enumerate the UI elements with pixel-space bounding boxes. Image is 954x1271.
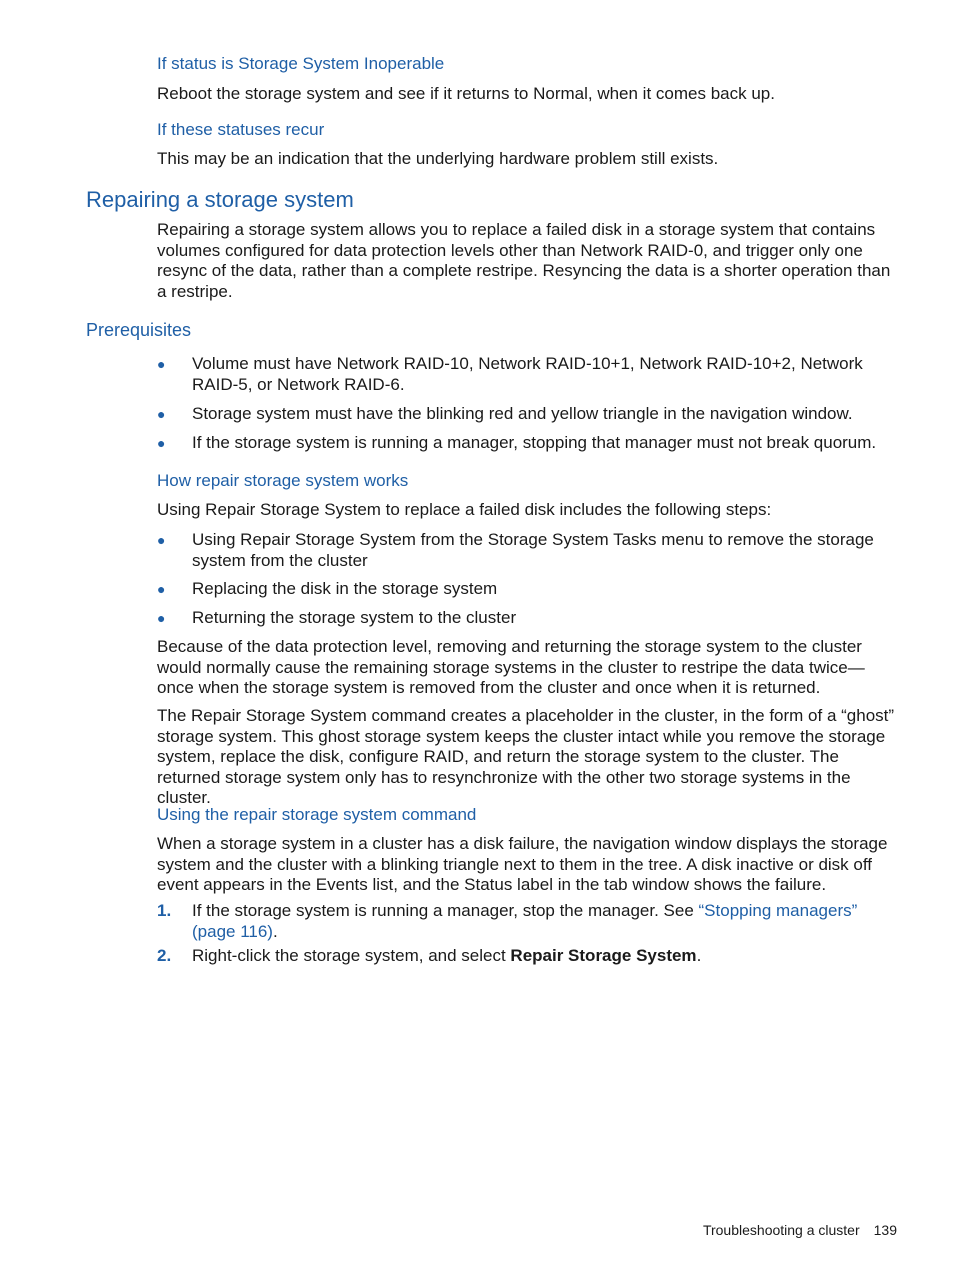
heading-using-repair-command: Using the repair storage system command xyxy=(157,805,477,824)
list-item-text: Storage system must have the blinking red and yellow triangle in the navigation window. xyxy=(192,404,853,423)
paragraph-steps-intro: Using Repair Storage System to replace a failed disk includes the following steps: xyxy=(157,500,772,519)
bullet-icon: ● xyxy=(157,610,166,626)
heading-how-repair-works: How repair storage system works xyxy=(157,471,409,490)
paragraph-disk-failure: When a storage system in a cluster has a disk failure, the navigation window displays the storage system and the cluster with a blinking triangle next to them in the tree. A disk inactive or disk off event appears in the Events list, and the Status label in the tab window shows the failure. xyxy=(157,834,888,894)
paragraph-reboot: Reboot the storage system and see if it returns to Normal, when it comes back up. xyxy=(157,84,775,103)
footer-section-title: Troubleshooting a cluster xyxy=(702,1222,860,1238)
bullet-icon: ● xyxy=(157,581,166,597)
step-number: 2. xyxy=(157,946,172,965)
bullet-icon: ● xyxy=(157,356,166,372)
list-item-text: Using Repair Storage System from the Storage System Tasks menu to remove the storage system from the cluster xyxy=(192,530,874,570)
paragraph-repairing: Repairing a storage system allows you to replace a failed disk in a storage system that contains volumes configured for data protection levels other than Network RAID-0, and trigger only one resync of the data, rather than a complete restripe. Resyncing the data is a shorter operation than a restripe. xyxy=(157,220,891,301)
bullet-icon: ● xyxy=(157,406,166,422)
list-item-text: Replacing the disk in the storage system xyxy=(192,579,498,598)
heading-status-inoperable: If status is Storage System Inoperable xyxy=(157,54,445,73)
step-text: If the storage system is running a manager, stop the manager. See “Stopping managers” (page 116). xyxy=(192,901,858,941)
step-text: Right-click the storage system, and select Repair Storage System. xyxy=(192,946,702,965)
repair-storage-system-label: Repair Storage System xyxy=(510,946,697,965)
stopping-managers-link[interactable]: “Stopping managers” (page 116) xyxy=(192,901,858,941)
list-item-text: Volume must have Network RAID-10, Network RAID-10+1, Network RAID-10+2, Network RAID-5, or Network RAID-6. xyxy=(192,354,863,394)
list-item-text: If the storage system is running a manager, stopping that manager must not break quorum. xyxy=(192,433,877,452)
page-footer xyxy=(703,1222,897,1238)
paragraph-ghost-system: The Repair Storage System command creates a placeholder in the cluster, in the form of a “ghost” storage system. This ghost storage system keeps the cluster intact while you remove the storage system, replace the disk, configure RAID, and return the storage system to the cluster. The returned storage system only has to resynchronize with the other two storage systems in the cluster. xyxy=(157,706,895,807)
heading-statuses-recur: If these statuses recur xyxy=(157,120,325,139)
paragraph-recur: This may be an indication that the underlying hardware problem still exists. xyxy=(157,149,719,168)
step-number: 1. xyxy=(157,901,172,920)
heading-prerequisites: Prerequisites xyxy=(86,320,192,340)
bullet-icon: ● xyxy=(157,435,166,451)
bullet-icon: ● xyxy=(157,532,166,548)
paragraph-restripe-twice: Because of the data protection level, removing and returning the storage system to the cluster would normally cause the remaining storage systems in the cluster to restripe the data twice—once when the storage system is removed from the cluster and once when it is returned. xyxy=(157,637,865,697)
page-number: 139 xyxy=(873,1222,897,1238)
list-item-text: Returning the storage system to the cluster xyxy=(192,608,517,627)
heading-repairing-storage-system: Repairing a storage system xyxy=(86,187,354,212)
